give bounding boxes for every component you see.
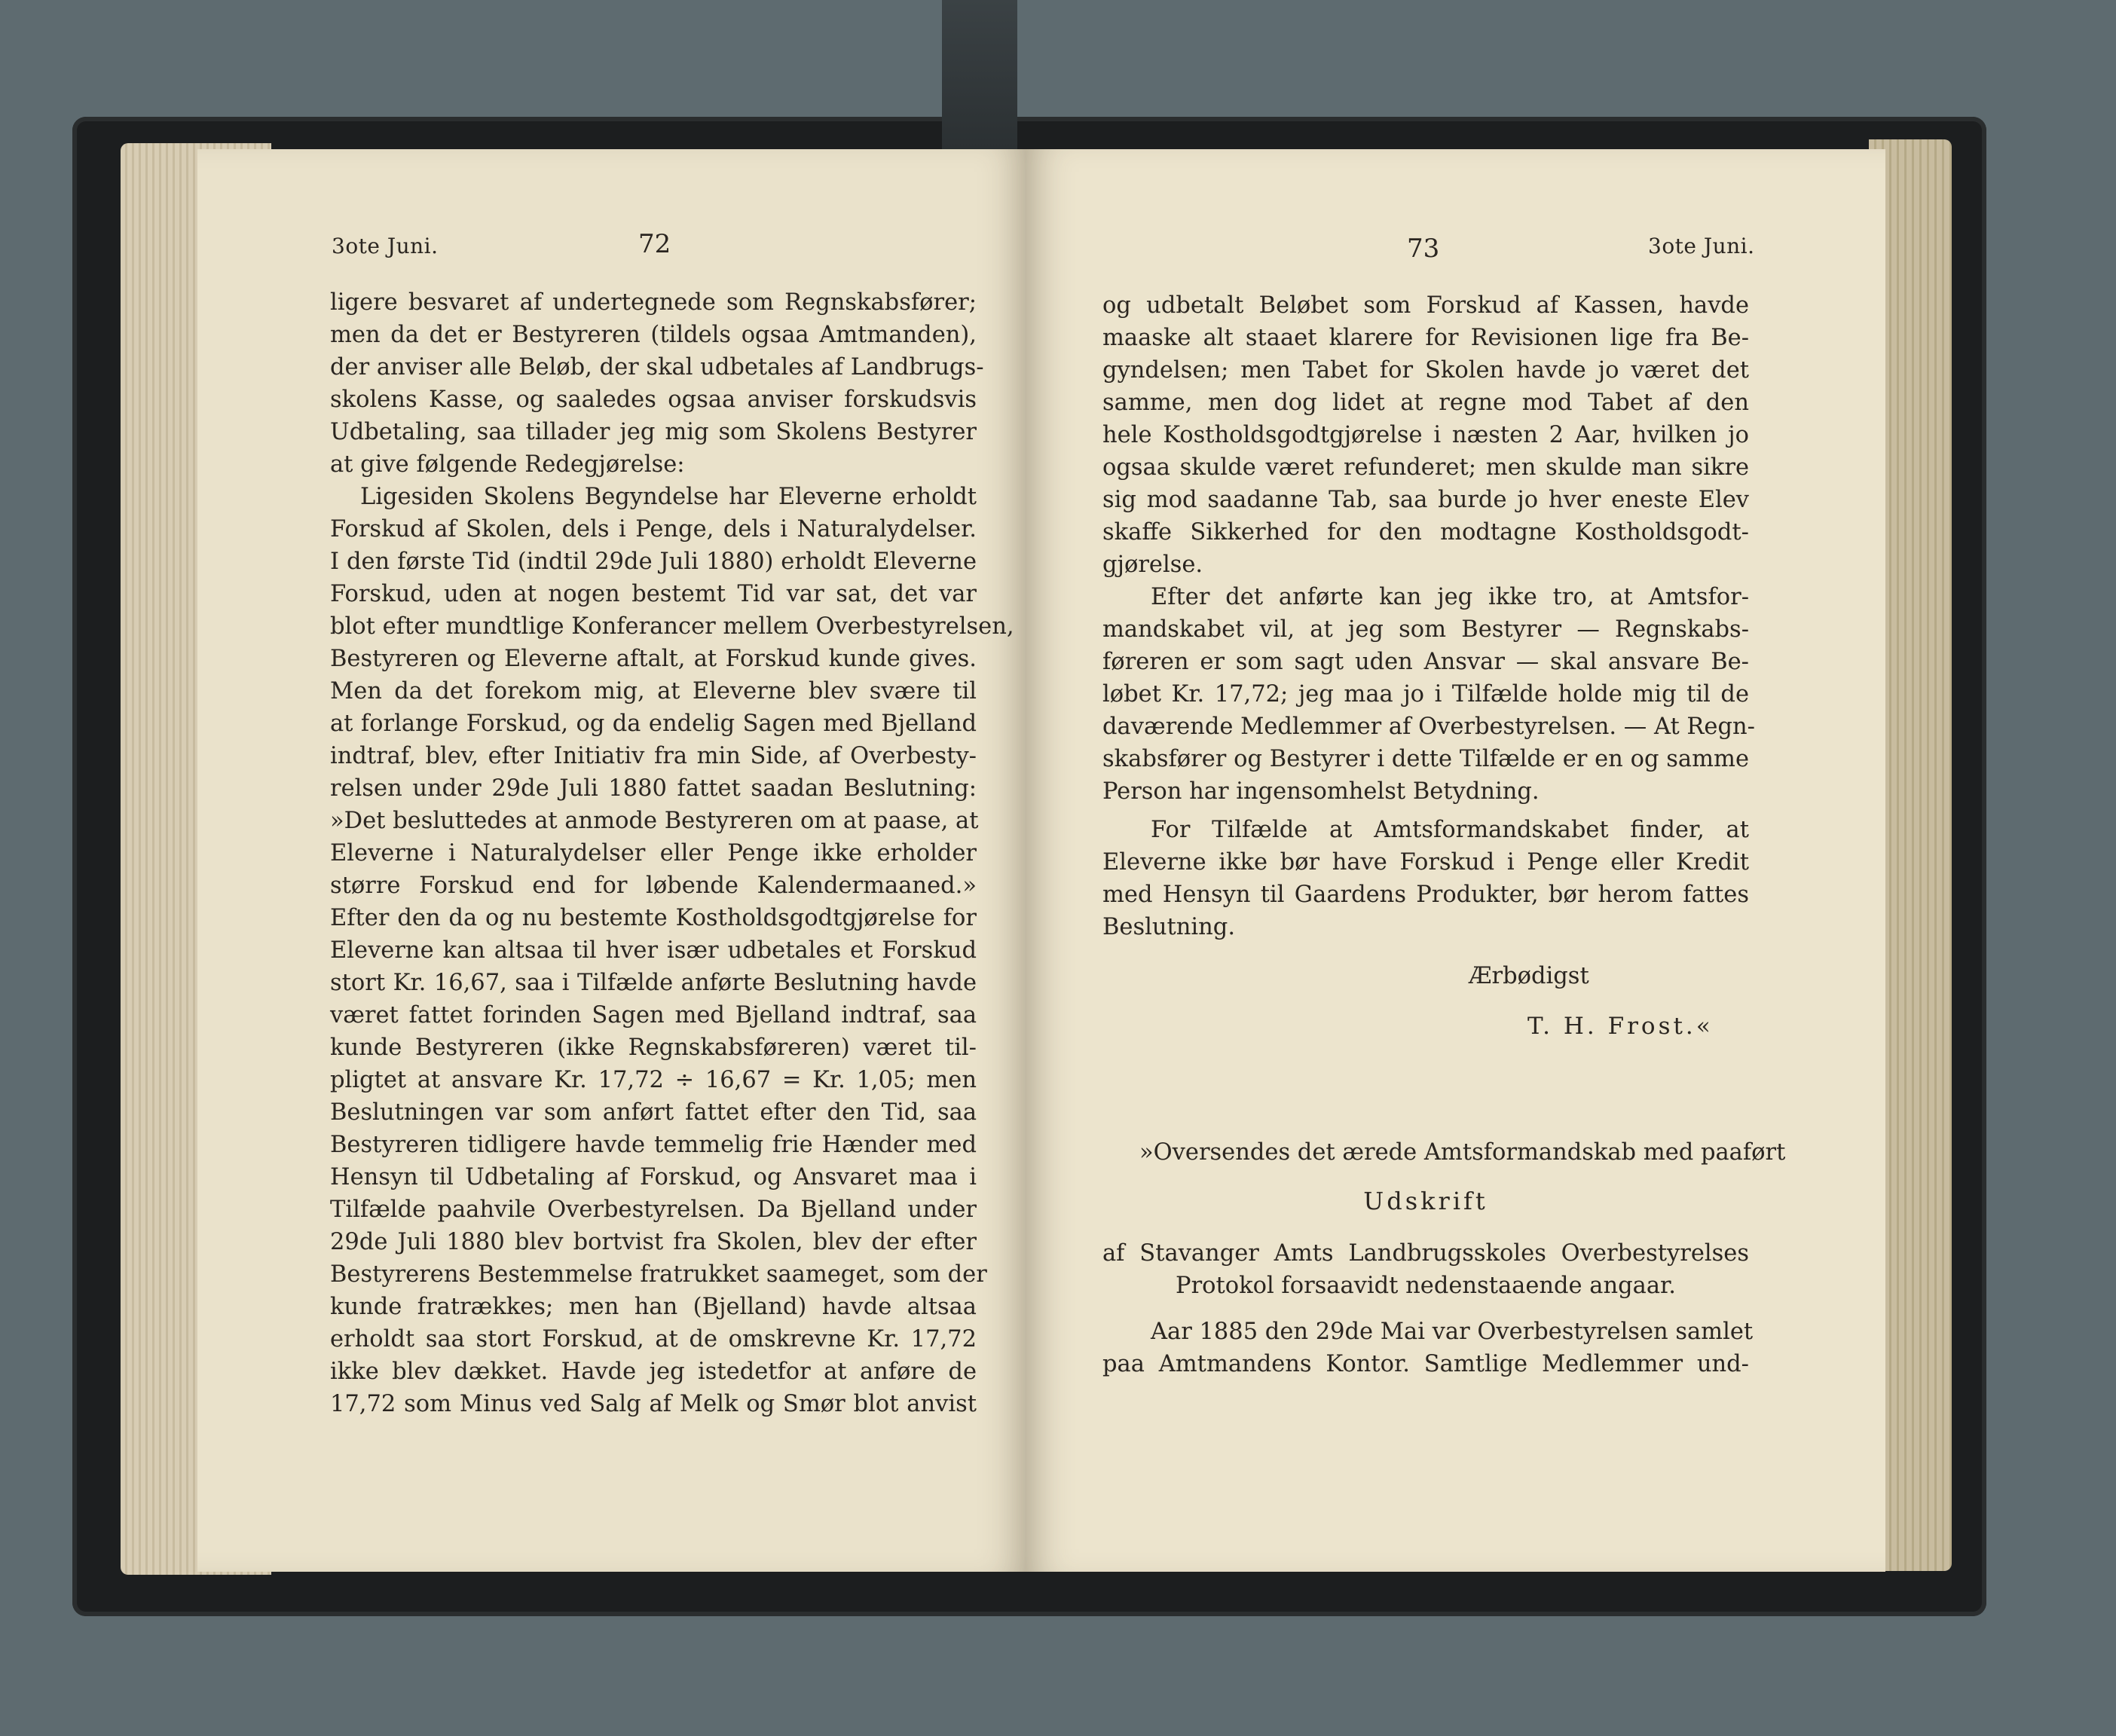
text-line: Udbetaling, saa tillader jeg mig som Skolens Bestyrer <box>330 419 977 445</box>
text-line: ogsaa skulde været refunderet; men skulde man sikre <box>1102 454 1749 481</box>
transmittal-note <box>1139 1136 1786 1169</box>
text-line: kunde fratrækkes; men han (Bjelland) havde altsaa <box>330 1294 977 1320</box>
text-line: Forskud, uden at nogen bestemt Tid var sat, det var <box>330 581 977 607</box>
text-line: Hensyn til Udbetaling af Forskud, og Ansvaret maa i <box>330 1164 977 1190</box>
text-line: kunde Bestyreren (ikke Regnskabsføreren) været til- <box>330 1035 977 1061</box>
text-line: ligere besvaret af undertegnede som Regnskabsfører; <box>330 289 977 316</box>
text-line: skabsfører og Bestyrer i dette Tilfælde er en og samme <box>1102 746 1749 772</box>
text-line: Eleverne ikke bør have Forskud i Penge eller Kredit <box>1102 849 1749 876</box>
text-line: været fattet forinden Sagen med Bjelland indtraf, saa <box>330 1002 977 1028</box>
right-page-body <box>1102 289 1755 943</box>
text-line: mandskabet vil, at jeg som Bestyrer — Regnskabs- <box>1102 616 1749 643</box>
signature: T. H. Frost.« <box>1527 1013 1714 1040</box>
text-line: Efter den da og nu bestemte Kostholdsgodtgjørelse for <box>330 905 977 931</box>
text-line: indtraf, blev, efter Initiativ fra min Side, af Overbesty- <box>330 743 977 769</box>
text-line: der anviser alle Beløb, der skal udbetales af Landbrugs- <box>330 354 984 381</box>
book-spine <box>942 0 1017 158</box>
text-line: skolens Kasse, og saaledes ogsaa anviser forskudsvis <box>330 387 977 413</box>
left-page <box>197 149 1026 1572</box>
right-page-number: 73 <box>1407 234 1440 264</box>
text-line: »Oversendes det ærede Amtsformandskab med paaført <box>1139 1139 1786 1166</box>
text-line: 17,72 som Minus ved Salg af Melk og Smør blot anvist <box>330 1391 977 1417</box>
text-line: I den første Tid (indtil 29de Juli 1880) erholdt Eleverne <box>330 549 977 575</box>
text-line: Tilfælde paahvile Overbestyrelsen. Da Bjelland under <box>330 1197 977 1223</box>
extract-heading: Udskrift <box>1363 1187 1488 1215</box>
text-line: med Hensyn til Gaardens Produkter, bør herom fattes <box>1102 882 1749 908</box>
text-line: samme, men dog lidet at regne mod Tabet af den <box>1102 390 1749 416</box>
right-page <box>1026 149 1885 1572</box>
closing-salutation: Ærbødigst <box>1469 963 1589 989</box>
text-line: Efter det anførte kan jeg ikke tro, at Amtsfor- <box>1151 584 1749 610</box>
right-page-header-date: 3ote Juni. <box>1648 234 1755 258</box>
text-line: hele Kostholdsgodtgjørelse i næsten 2 Aar, hvilken jo <box>1102 422 1749 448</box>
text-line: Forskud af Skolen, dels i Penge, dels i Naturalydelser. <box>330 516 977 542</box>
text-line: 29de Juli 1880 blev bortvist fra Skolen, blev der efter <box>330 1229 977 1255</box>
text-line: daværende Medlemmer af Overbestyrelsen. — At Regn- <box>1102 714 1755 740</box>
text-line: Beslutning. <box>1102 914 1236 940</box>
text-line: Bestyreren og Eleverne aftalt, at Forskud kunde gives. <box>330 646 977 672</box>
text-line: blot efter mundtlige Konferancer mellem Overbestyrelsen, <box>330 613 1014 640</box>
text-line: og udbetalt Beløbet som Forskud af Kassen, havde <box>1102 292 1749 319</box>
text-line: For Tilfælde at Amtsformandskabet finder, at <box>1151 817 1749 843</box>
text-line: erholdt saa stort Forskud, at de omskrevne Kr. 17,72 <box>330 1326 977 1352</box>
text-line: paa Amtmandens Kontor. Samtlige Medlemmer und- <box>1102 1351 1749 1377</box>
text-line: sig mod saadanne Tab, saa burde jo hver eneste Elev <box>1102 487 1749 513</box>
text-line: Men da det forekom mig, at Eleverne blev svære til <box>330 678 977 704</box>
text-line: maaske alt staaet klarere for Revisionen lige fra Be- <box>1102 325 1749 351</box>
text-line: Eleverne i Naturalydelser eller Penge ikke erholder <box>330 840 977 866</box>
text-line: Protokol forsaavidt nedenstaaende angaar. <box>1176 1273 1676 1299</box>
text-line: at give følgende Redegjørelse: <box>330 451 685 478</box>
text-line: af Stavanger Amts Landbrugsskoles Overbestyrelses <box>1102 1240 1749 1267</box>
left-page-header-date: 3ote Juni. <box>332 234 439 258</box>
text-line: Bestyrerens Bestemmelse fratrukket saameget, som der <box>330 1261 987 1288</box>
text-line: løbet Kr. 17,72; jeg maa jo i Tilfælde holde mig til de <box>1102 681 1749 708</box>
text-line: ikke blev dækket. Havde jeg istedetfor at anføre de <box>330 1359 977 1385</box>
text-line: Person har ingensomhelst Betydning. <box>1102 778 1540 805</box>
text-line: men da det er Bestyreren (tildels ogsaa Amtmanden), <box>330 322 977 348</box>
text-line: pligtet at ansvare Kr. 17,72 ÷ 16,67 = Kr. 1,05; men <box>330 1067 977 1093</box>
left-page-number: 72 <box>638 229 671 259</box>
text-line: at forlange Forskud, og da endelig Sagen med Bjelland <box>330 711 977 737</box>
text-line: gjørelse. <box>1102 552 1203 578</box>
text-line: stort Kr. 16,67, saa i Tilfælde anførte Beslutning havde <box>330 970 977 996</box>
text-line: føreren er som sagt uden Ansvar — skal ansvare Be- <box>1102 649 1749 675</box>
text-line: gyndelsen; men Tabet for Skolen havde jo været det <box>1102 357 1749 384</box>
text-line: relsen under 29de Juli 1880 fattet saadan Beslutning: <box>330 775 977 802</box>
minutes-text <box>1102 1316 1754 1380</box>
text-line: skaffe Sikkerhed for den modtagne Kostholdsgodt- <box>1102 519 1749 546</box>
text-line: »Det besluttedes at anmode Bestyreren om at paase, at <box>330 808 979 834</box>
text-line: Beslutningen var som anført fattet efter den Tid, saa <box>330 1099 977 1126</box>
left-page-body <box>330 286 1014 1420</box>
text-line: Bestyreren tidligere havde temmelig frie Hænder med <box>330 1132 977 1158</box>
text-line: Aar 1885 den 29de Mai var Overbestyrelsen samlet <box>1151 1319 1754 1345</box>
text-line: Eleverne kan altsaa til hver især udbetales et Forskud <box>330 937 977 964</box>
extract-subheading <box>1102 1237 1749 1302</box>
text-line: større Forskud end for løbende Kalendermaaned.» <box>330 873 977 899</box>
text-line: Ligesiden Skolens Begyndelse har Eleverne erholdt <box>360 484 977 510</box>
